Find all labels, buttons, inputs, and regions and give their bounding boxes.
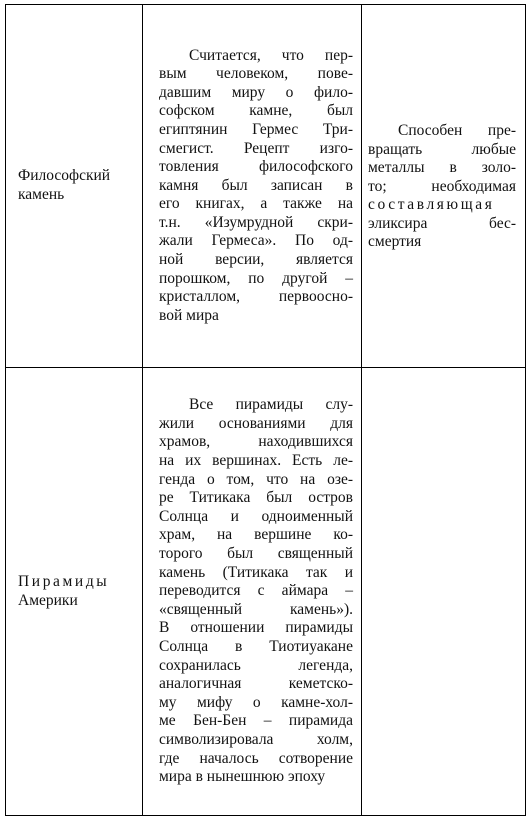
property-line: смертия: [368, 233, 422, 251]
description-line: храм, на вершине ко-: [159, 526, 353, 544]
item-property-cell: [362, 5, 526, 368]
description-line: софском камне, был: [159, 102, 353, 120]
description-line: переводится с аймара –: [159, 582, 353, 600]
description-line: аналогичная кеметско-: [159, 675, 353, 693]
property-line: металлы в золо-: [368, 159, 516, 177]
description-line: давшим миру о фило-: [159, 83, 353, 101]
description-line: ре Титикака был остров: [159, 489, 353, 507]
description-line: где началось сотворение: [159, 749, 353, 767]
description-line: ме Бен-Бен – пирамида: [159, 712, 353, 730]
description-line: жили основаниями для: [159, 414, 353, 432]
description-line: сохранилась легенда,: [159, 656, 353, 674]
item-description-cell: [143, 368, 362, 816]
description-line: символизировала холм,: [159, 730, 353, 748]
item-name-line: камень: [18, 186, 65, 203]
description-line: генда о том, что на озе-: [159, 470, 353, 488]
description-line: вой мира: [159, 306, 219, 324]
property-line: Способен пре-: [398, 121, 516, 139]
item-name-cell: [6, 5, 143, 368]
description-line: храмов, находившихся: [159, 433, 353, 451]
description-line: порошком, по другой –: [159, 269, 353, 287]
property-line: эликсира бес-: [368, 214, 516, 232]
description-line: товления философского: [159, 158, 353, 176]
description-line: т.н. «Изумрудной скри-: [159, 213, 353, 231]
description-line: жали Гермеса». По од-: [159, 232, 353, 250]
description-line: му мифу о камне-хол-: [159, 693, 353, 711]
description-line: В отношении пирамиды: [159, 619, 353, 637]
table-row: [6, 5, 526, 368]
description-line: кристаллом, первоосно-: [159, 288, 353, 306]
description-line: камень (Титикака так и: [159, 563, 353, 581]
description-line: Считается, что пер-: [189, 46, 353, 64]
item-name-line: Философский: [18, 167, 111, 185]
description-line: вым человеком, пове-: [159, 65, 353, 83]
description-line: Все пирамиды слу-: [189, 396, 353, 414]
description-line: египтянин Гермес Три-: [159, 120, 353, 138]
description-line: его книгах, а также на: [159, 195, 353, 213]
description-line: мира в нынешнюю эпоху: [159, 768, 326, 786]
description-line: на их вершинах. Есть ле-: [159, 452, 353, 470]
reference-table: [5, 4, 526, 816]
item-property-cell-empty: [362, 368, 526, 816]
description-line: Солнца в Тиотиуакане: [159, 637, 353, 655]
item-name-line: Америки: [18, 591, 78, 609]
property-line: вращать любые: [368, 140, 516, 158]
item-name-cell: [6, 368, 143, 816]
item-name-line: Пирамиды: [18, 572, 110, 590]
description-line: торого был священный: [159, 545, 353, 563]
property-line: то; необходимая: [368, 177, 516, 195]
item-description-cell: [143, 5, 362, 368]
description-line: Солнца и одноименный: [159, 507, 353, 525]
description-line: ной версии, является: [159, 251, 353, 269]
description-line: «священный камень»).: [159, 600, 353, 618]
description-line: смегист. Рецепт изго-: [159, 139, 353, 157]
table-row: [6, 368, 526, 816]
description-line: камня был записан в: [159, 176, 353, 194]
property-line: составляющая: [368, 196, 495, 214]
